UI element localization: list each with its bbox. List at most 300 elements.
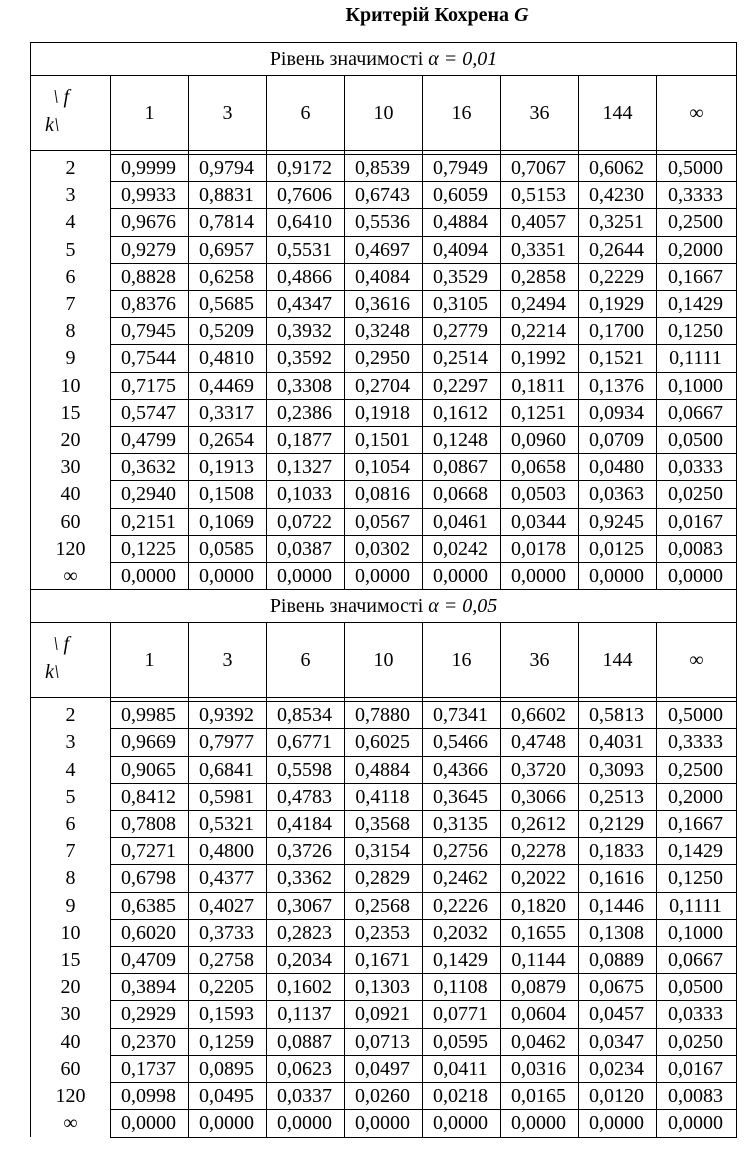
- g-value-cell: 0,1144: [501, 947, 579, 974]
- g-value-cell: 0,1033: [267, 481, 345, 508]
- g-value-cell: 0,4184: [267, 811, 345, 838]
- g-value-cell: 0,2297: [423, 372, 501, 399]
- table-row: [31, 454, 737, 481]
- g-value-cell: 0,1248: [423, 427, 501, 454]
- k-value-cell: 30: [31, 1001, 111, 1028]
- g-value-cell: 0,2823: [267, 919, 345, 946]
- k-value-cell: 15: [31, 947, 111, 974]
- k-value-cell: 40: [31, 1028, 111, 1055]
- g-value-cell: 0,2226: [423, 892, 501, 919]
- table-row: [31, 535, 737, 562]
- table-row: [31, 209, 737, 236]
- g-value-cell: 0,1225: [111, 535, 189, 562]
- g-value-cell: 0,0667: [657, 947, 737, 974]
- g-value-cell: 0,3333: [657, 729, 737, 756]
- g-value-cell: 0,0333: [657, 454, 737, 481]
- g-value-cell: 0,0333: [657, 1001, 737, 1028]
- g-value-cell: 0,0000: [267, 1110, 345, 1137]
- significance-level-row: [31, 43, 737, 76]
- g-value-cell: 0,1446: [579, 892, 657, 919]
- g-value-cell: 0,3093: [579, 756, 657, 783]
- g-value-cell: 0,3135: [423, 811, 501, 838]
- g-value-cell: 0,4347: [267, 291, 345, 318]
- k-value-cell: 6: [31, 811, 111, 838]
- table-row: [31, 427, 737, 454]
- g-value-cell: 0,9065: [111, 756, 189, 783]
- g-value-cell: 0,2568: [345, 892, 423, 919]
- g-value-cell: 0,0000: [111, 1110, 189, 1137]
- g-value-cell: 0,1820: [501, 892, 579, 919]
- g-value-cell: 0,0567: [345, 508, 423, 535]
- table-row: [31, 892, 737, 919]
- g-value-cell: 0,3154: [345, 838, 423, 865]
- g-value-cell: 0,8534: [267, 702, 345, 729]
- g-value-cell: 0,0167: [657, 508, 737, 535]
- g-value-cell: 0,4783: [267, 783, 345, 810]
- g-value-cell: 0,0000: [501, 1110, 579, 1137]
- table-row: [31, 182, 737, 209]
- g-value-cell: 0,0000: [579, 563, 657, 590]
- g-value-cell: 0,5466: [423, 729, 501, 756]
- g-value-cell: 0,0998: [111, 1083, 189, 1110]
- g-value-cell: 0,5536: [345, 209, 423, 236]
- g-value-cell: 0,7880: [345, 702, 423, 729]
- level-label: Рівень значимості: [269, 595, 424, 618]
- f-header-cell: 36: [501, 76, 579, 151]
- g-value-cell: 0,1259: [189, 1028, 267, 1055]
- g-value-cell: 0,3726: [267, 838, 345, 865]
- g-value-cell: 0,0675: [579, 974, 657, 1001]
- table-row: [31, 1083, 737, 1110]
- g-value-cell: 0,2950: [345, 345, 423, 372]
- table-row: [31, 947, 737, 974]
- g-value-cell: 0,3067: [267, 892, 345, 919]
- g-value-cell: 0,9392: [189, 702, 267, 729]
- table-row: [31, 508, 737, 535]
- alpha-symbol: α: [428, 48, 439, 70]
- table-row: [31, 345, 737, 372]
- g-value-cell: 0,5685: [189, 291, 267, 318]
- g-value-cell: 0,6385: [111, 892, 189, 919]
- k-value-cell: 60: [31, 1055, 111, 1082]
- alpha-value: = 0,01: [443, 48, 498, 70]
- table-row: [31, 838, 737, 865]
- g-value-cell: 0,0337: [267, 1083, 345, 1110]
- g-value-cell: 0,7606: [267, 182, 345, 209]
- k-value-cell: 8: [31, 865, 111, 892]
- k-value-cell: 60: [31, 508, 111, 535]
- g-value-cell: 0,0623: [267, 1055, 345, 1082]
- g-value-cell: 0,0462: [501, 1028, 579, 1055]
- g-value-cell: 0,4866: [267, 263, 345, 290]
- g-value-cell: 0,0302: [345, 535, 423, 562]
- f-header-cell: 16: [423, 623, 501, 698]
- g-value-cell: 0,3333: [657, 182, 737, 209]
- g-value-cell: 0,1250: [657, 318, 737, 345]
- g-value-cell: 0,3568: [345, 811, 423, 838]
- g-value-cell: 0,1671: [345, 947, 423, 974]
- g-value-cell: 0,0234: [579, 1055, 657, 1082]
- g-value-cell: 0,0242: [423, 535, 501, 562]
- g-value-cell: 0,4884: [345, 756, 423, 783]
- g-value-cell: 0,1111: [657, 892, 737, 919]
- g-value-cell: 0,1108: [423, 974, 501, 1001]
- g-value-cell: 0,3894: [111, 974, 189, 1001]
- g-value-cell: 0,9245: [579, 508, 657, 535]
- g-value-cell: 0,6841: [189, 756, 267, 783]
- k-value-cell: 5: [31, 236, 111, 263]
- g-value-cell: 0,2500: [657, 756, 737, 783]
- g-value-cell: 0,0713: [345, 1028, 423, 1055]
- g-value-cell: 0,2612: [501, 811, 579, 838]
- k-value-cell: 120: [31, 535, 111, 562]
- g-value-cell: 0,2353: [345, 919, 423, 946]
- g-value-cell: 0,8376: [111, 291, 189, 318]
- g-value-cell: 0,1602: [267, 974, 345, 1001]
- g-value-cell: 0,4057: [501, 209, 579, 236]
- title-text: Критерій Кохрена: [345, 4, 510, 26]
- g-value-cell: 0,4031: [579, 729, 657, 756]
- g-value-cell: 0,4799: [111, 427, 189, 454]
- g-value-cell: 0,0500: [657, 974, 737, 1001]
- g-value-cell: 0,0879: [501, 974, 579, 1001]
- g-value-cell: 0,6602: [501, 702, 579, 729]
- g-value-cell: 0,0457: [579, 1001, 657, 1028]
- g-value-cell: 0,7544: [111, 345, 189, 372]
- k-axis-label: k\: [45, 661, 60, 684]
- f-header-cell: 144: [579, 76, 657, 151]
- g-value-cell: 0,0000: [345, 1110, 423, 1137]
- g-value-cell: 0,4366: [423, 756, 501, 783]
- k-value-cell: 10: [31, 919, 111, 946]
- g-value-cell: 0,0000: [579, 1110, 657, 1137]
- g-value-cell: 0,1054: [345, 454, 423, 481]
- table-row: [31, 1055, 737, 1082]
- table-row: [31, 702, 737, 729]
- g-value-cell: 0,2829: [345, 865, 423, 892]
- table-row: [31, 481, 737, 508]
- table-row: [31, 783, 737, 810]
- g-value-cell: 0,6059: [423, 182, 501, 209]
- g-value-cell: 0,0387: [267, 535, 345, 562]
- g-value-cell: 0,0167: [657, 1055, 737, 1082]
- g-value-cell: 0,1069: [189, 508, 267, 535]
- g-value-cell: 0,2756: [423, 838, 501, 865]
- header-row: [31, 623, 737, 698]
- k-value-cell: 6: [31, 263, 111, 290]
- k-axis-label: k\: [45, 114, 60, 136]
- alpha-symbol: α: [428, 595, 439, 618]
- table-row: [31, 974, 737, 1001]
- g-value-cell: 0,3616: [345, 291, 423, 318]
- table-row: [31, 1028, 737, 1055]
- table-row: [31, 865, 737, 892]
- k-value-cell: 40: [31, 481, 111, 508]
- g-value-cell: 0,0595: [423, 1028, 501, 1055]
- g-value-cell: 0,1137: [267, 1001, 345, 1028]
- k-value-cell: 2: [31, 155, 111, 182]
- f-axis-label: \ f: [53, 86, 70, 108]
- g-value-cell: 0,0585: [189, 535, 267, 562]
- g-value-cell: 0,0771: [423, 1001, 501, 1028]
- g-value-cell: 0,8412: [111, 783, 189, 810]
- g-value-cell: 0,0120: [579, 1083, 657, 1110]
- corner-cell: [31, 76, 111, 151]
- g-value-cell: 0,9794: [189, 155, 267, 182]
- g-value-cell: 0,0500: [657, 427, 737, 454]
- g-value-cell: 0,3720: [501, 756, 579, 783]
- g-value-cell: 0,4748: [501, 729, 579, 756]
- k-value-cell: 9: [31, 892, 111, 919]
- f-header-cell: 6: [267, 76, 345, 151]
- g-value-cell: 0,4084: [345, 263, 423, 290]
- g-value-cell: 0,3592: [267, 345, 345, 372]
- g-value-cell: 0,2151: [111, 508, 189, 535]
- g-value-cell: 0,0178: [501, 535, 579, 562]
- k-value-cell: 4: [31, 209, 111, 236]
- g-value-cell: 0,2229: [579, 263, 657, 290]
- g-value-cell: 0,1429: [657, 838, 737, 865]
- g-value-cell: 0,4118: [345, 783, 423, 810]
- g-value-cell: 0,0000: [423, 563, 501, 590]
- g-value-cell: 0,1877: [267, 427, 345, 454]
- table-row: [31, 811, 737, 838]
- g-value-cell: 0,4884: [423, 209, 501, 236]
- f-header-cell: 3: [189, 623, 267, 698]
- g-value-cell: 0,9279: [111, 236, 189, 263]
- g-value-cell: 0,0363: [579, 481, 657, 508]
- k-value-cell: 8: [31, 318, 111, 345]
- g-value-cell: 0,3248: [345, 318, 423, 345]
- g-value-cell: 0,2032: [423, 919, 501, 946]
- g-value-cell: 0,3645: [423, 783, 501, 810]
- g-value-cell: 0,1250: [657, 865, 737, 892]
- g-value-cell: 0,1612: [423, 399, 501, 426]
- g-value-cell: 0,5598: [267, 756, 345, 783]
- g-value-cell: 0,2278: [501, 838, 579, 865]
- g-value-cell: 0,5153: [501, 182, 579, 209]
- significance-level: [31, 590, 737, 623]
- g-value-cell: 0,0867: [423, 454, 501, 481]
- table-row: [31, 919, 737, 946]
- g-value-cell: 0,4800: [189, 838, 267, 865]
- k-value-cell: ∞: [31, 1110, 111, 1137]
- g-value-cell: 0,4709: [111, 947, 189, 974]
- f-header-cell: 3: [189, 76, 267, 151]
- g-value-cell: 0,6062: [579, 155, 657, 182]
- significance-level-row: [31, 590, 737, 623]
- table-row: [31, 1110, 737, 1137]
- g-value-cell: 0,2654: [189, 427, 267, 454]
- table-row: [31, 155, 737, 182]
- g-value-cell: 0,2929: [111, 1001, 189, 1028]
- g-value-cell: 0,6743: [345, 182, 423, 209]
- g-value-cell: 0,3632: [111, 454, 189, 481]
- g-value-cell: 0,0000: [501, 563, 579, 590]
- g-value-cell: 0,0218: [423, 1083, 501, 1110]
- g-value-cell: 0,1501: [345, 427, 423, 454]
- k-value-cell: 4: [31, 756, 111, 783]
- g-value-cell: 0,0000: [423, 1110, 501, 1137]
- title-variable: G: [514, 4, 529, 26]
- table-row: [31, 399, 737, 426]
- g-value-cell: 0,0260: [345, 1083, 423, 1110]
- k-value-cell: 120: [31, 1083, 111, 1110]
- g-value-cell: 0,7067: [501, 155, 579, 182]
- g-value-cell: 0,1655: [501, 919, 579, 946]
- g-value-cell: 0,2644: [579, 236, 657, 263]
- g-value-cell: 0,2000: [657, 236, 737, 263]
- g-value-cell: 0,1929: [579, 291, 657, 318]
- g-value-cell: 0,2494: [501, 291, 579, 318]
- g-value-cell: 0,1616: [579, 865, 657, 892]
- g-value-cell: 0,5209: [189, 318, 267, 345]
- g-value-cell: 0,2034: [267, 947, 345, 974]
- g-value-cell: 0,1918: [345, 399, 423, 426]
- g-value-cell: 0,1811: [501, 372, 579, 399]
- g-value-cell: 0,2386: [267, 399, 345, 426]
- g-value-cell: 0,6025: [345, 729, 423, 756]
- g-value-cell: 0,6020: [111, 919, 189, 946]
- g-value-cell: 0,2000: [657, 783, 737, 810]
- g-value-cell: 0,1308: [579, 919, 657, 946]
- g-value-cell: 0,6771: [267, 729, 345, 756]
- header-row: [31, 76, 737, 151]
- g-value-cell: 0,2370: [111, 1028, 189, 1055]
- g-value-cell: 0,2858: [501, 263, 579, 290]
- g-value-cell: 0,3317: [189, 399, 267, 426]
- f-header-cell: 10: [345, 76, 423, 151]
- g-value-cell: 0,7814: [189, 209, 267, 236]
- g-value-cell: 0,2704: [345, 372, 423, 399]
- g-value-cell: 0,9172: [267, 155, 345, 182]
- g-value-cell: 0,1992: [501, 345, 579, 372]
- g-value-cell: 0,0316: [501, 1055, 579, 1082]
- g-value-cell: 0,0461: [423, 508, 501, 535]
- g-value-cell: 0,0722: [267, 508, 345, 535]
- g-value-cell: 0,0934: [579, 399, 657, 426]
- g-value-cell: 0,1667: [657, 263, 737, 290]
- table-row: [31, 236, 737, 263]
- g-value-cell: 0,2462: [423, 865, 501, 892]
- table-row: [31, 318, 737, 345]
- f-header-cell: 144: [579, 623, 657, 698]
- g-value-cell: 0,0497: [345, 1055, 423, 1082]
- g-value-cell: 0,3932: [267, 318, 345, 345]
- g-value-cell: 0,1833: [579, 838, 657, 865]
- g-value-cell: 0,0344: [501, 508, 579, 535]
- g-value-cell: 0,8539: [345, 155, 423, 182]
- g-value-cell: 0,1000: [657, 919, 737, 946]
- g-value-cell: 0,4810: [189, 345, 267, 372]
- g-value-cell: 0,4027: [189, 892, 267, 919]
- k-value-cell: 9: [31, 345, 111, 372]
- g-value-cell: 0,2022: [501, 865, 579, 892]
- g-value-cell: 0,7808: [111, 811, 189, 838]
- f-header-cell: ∞: [657, 623, 737, 698]
- g-value-cell: 0,3251: [579, 209, 657, 236]
- g-value-cell: 0,0083: [657, 535, 737, 562]
- k-value-cell: 20: [31, 427, 111, 454]
- significance-level: [31, 43, 737, 76]
- table-row: [31, 372, 737, 399]
- g-value-cell: 0,3105: [423, 291, 501, 318]
- cochran-table: [30, 42, 737, 1138]
- g-value-cell: 0,4697: [345, 236, 423, 263]
- g-value-cell: 0,0921: [345, 1001, 423, 1028]
- table-row: [31, 756, 737, 783]
- k-value-cell: 5: [31, 783, 111, 810]
- g-value-cell: 0,1000: [657, 372, 737, 399]
- g-value-cell: 0,1429: [657, 291, 737, 318]
- g-value-cell: 0,0411: [423, 1055, 501, 1082]
- k-value-cell: 2: [31, 702, 111, 729]
- g-value-cell: 0,5321: [189, 811, 267, 838]
- g-value-cell: 0,6410: [267, 209, 345, 236]
- alpha-value: = 0,05: [443, 595, 498, 618]
- level-label: Рівень значимості: [269, 48, 424, 70]
- g-value-cell: 0,3362: [267, 865, 345, 892]
- g-value-cell: 0,3308: [267, 372, 345, 399]
- g-value-cell: 0,1593: [189, 1001, 267, 1028]
- f-header-cell: ∞: [657, 76, 737, 151]
- g-value-cell: 0,0250: [657, 481, 737, 508]
- g-value-cell: 0,0668: [423, 481, 501, 508]
- g-value-cell: 0,9933: [111, 182, 189, 209]
- g-value-cell: 0,5000: [657, 702, 737, 729]
- g-value-cell: 0,0604: [501, 1001, 579, 1028]
- g-value-cell: 0,0000: [657, 563, 737, 590]
- k-value-cell: ∞: [31, 563, 111, 590]
- g-value-cell: 0,3351: [501, 236, 579, 263]
- g-value-cell: 0,1700: [579, 318, 657, 345]
- g-value-cell: 0,7949: [423, 155, 501, 182]
- g-value-cell: 0,4094: [423, 236, 501, 263]
- g-value-cell: 0,4469: [189, 372, 267, 399]
- g-value-cell: 0,0503: [501, 481, 579, 508]
- g-value-cell: 0,3733: [189, 919, 267, 946]
- g-value-cell: 0,7271: [111, 838, 189, 865]
- g-value-cell: 0,4377: [189, 865, 267, 892]
- g-value-cell: 0,9985: [111, 702, 189, 729]
- g-value-cell: 0,2514: [423, 345, 501, 372]
- g-value-cell: 0,0000: [267, 563, 345, 590]
- g-value-cell: 0,1913: [189, 454, 267, 481]
- g-value-cell: 0,2758: [189, 947, 267, 974]
- g-value-cell: 0,5000: [657, 155, 737, 182]
- table-row: [31, 263, 737, 290]
- g-value-cell: 0,1508: [189, 481, 267, 508]
- corner-cell: [31, 623, 111, 698]
- g-value-cell: 0,0000: [189, 1110, 267, 1137]
- g-value-cell: 0,1251: [501, 399, 579, 426]
- g-value-cell: 0,0165: [501, 1083, 579, 1110]
- g-value-cell: 0,0250: [657, 1028, 737, 1055]
- g-value-cell: 0,6798: [111, 865, 189, 892]
- g-value-cell: 0,6957: [189, 236, 267, 263]
- g-value-cell: 0,3529: [423, 263, 501, 290]
- table-row: [31, 563, 737, 590]
- g-value-cell: 0,7977: [189, 729, 267, 756]
- g-value-cell: 0,1303: [345, 974, 423, 1001]
- g-value-cell: 0,0125: [579, 535, 657, 562]
- k-value-cell: 10: [31, 372, 111, 399]
- g-value-cell: 0,2513: [579, 783, 657, 810]
- g-value-cell: 0,0347: [579, 1028, 657, 1055]
- f-header-cell: 10: [345, 623, 423, 698]
- g-value-cell: 0,0000: [657, 1110, 737, 1137]
- table-row: [31, 729, 737, 756]
